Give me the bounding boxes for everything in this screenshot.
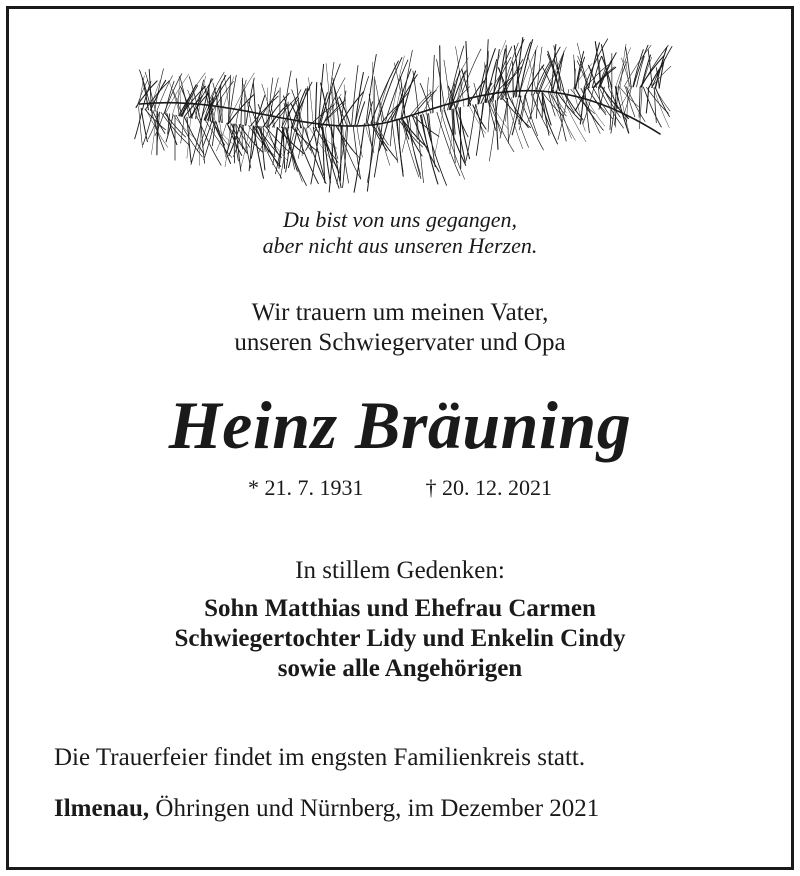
mourners [0, 594, 800, 684]
birth-date: * 21. 7. 1931 [248, 475, 364, 500]
mourner-line-2: Schwiegertochter Lidy und Enkelin Cindy [174, 625, 626, 652]
feather-icon [120, 24, 680, 194]
mourner-line-1: Sohn Matthias und Ehefrau Carmen [204, 595, 596, 622]
motto-line-2: aber nicht aus unseren Herzen. [262, 233, 538, 258]
place-and-date [54, 794, 599, 824]
deceased-name: Heinz Bräuning [168, 387, 632, 463]
death-date: † 20. 12. 2021 [425, 475, 552, 500]
intro [0, 298, 800, 358]
mourner-line-3: sowie alle Angehörigen [277, 655, 523, 682]
intro-line-2: unseren Schwiegervater und Opa [234, 329, 566, 356]
ceremony-note: Die Trauerfeier findet im engsten Familienkreis statt. [54, 744, 586, 771]
motto [0, 207, 800, 259]
mourning-title: In stillem Gedenken: [295, 557, 505, 584]
place-rest: Öhringen und Nürnberg, im Dezember 2021 [149, 795, 600, 822]
motto-line-1: Du bist von uns gegangen, [282, 207, 518, 232]
intro-line-1: Wir trauern um meinen Vater, [251, 299, 549, 326]
life-dates [0, 473, 800, 503]
place-bold: Ilmenau, [54, 795, 150, 822]
